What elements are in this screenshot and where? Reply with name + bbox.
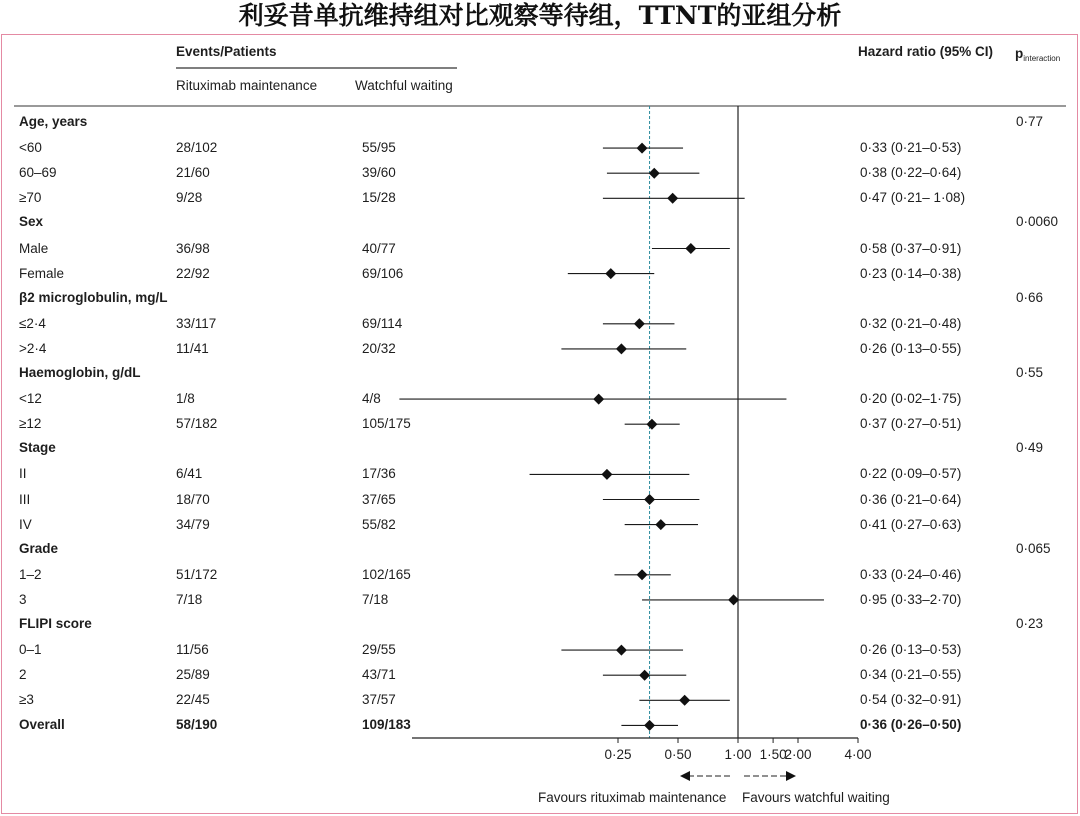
- rituximab-events: 9/28: [176, 190, 203, 206]
- rituximab-events: 58/190: [176, 717, 218, 733]
- hr-diamond: [646, 419, 657, 430]
- hazard-ratio-header: Hazard ratio (95% CI): [858, 44, 994, 59]
- hr-diamond: [605, 268, 616, 279]
- p-interaction-value: 0·49: [1016, 440, 1044, 456]
- watchful-events: 69/114: [362, 315, 403, 331]
- page-title: 利妥昔单抗维持组对比观察等待组，TTNT的亚组分析: [238, 1, 842, 30]
- watchful-events: 109/183: [362, 717, 411, 733]
- rituximab-events: 6/41: [176, 466, 203, 482]
- overall-label: Overall: [19, 717, 65, 733]
- hazard-ratio-ci: 0·54 (0·32–0·91): [860, 692, 962, 708]
- hr-diamond: [616, 645, 627, 656]
- hr-diamond: [637, 569, 648, 580]
- subgroup-label: 1–2: [19, 566, 42, 582]
- watchful-events: 37/65: [362, 491, 396, 507]
- arrow-right-head: [786, 771, 796, 781]
- rituximab-events: 21/60: [176, 165, 210, 181]
- x-tick-label: 4·00: [844, 747, 872, 762]
- rituximab-events: 11/56: [176, 642, 209, 658]
- subgroup-label: ≥3: [19, 692, 34, 708]
- hazard-ratio-ci: 0·95 (0·33–2·70): [860, 591, 962, 607]
- subgroup-label: Male: [19, 240, 49, 256]
- watchful-column-header: Watchful waiting: [355, 78, 453, 93]
- overall-diamond: [644, 720, 655, 731]
- hazard-ratio-ci: 0·41 (0·27–0·63): [860, 516, 962, 532]
- watchful-events: 43/71: [362, 667, 396, 683]
- hazard-ratio-ci: 0·23 (0·14–0·38): [860, 265, 962, 281]
- rituximab-events: 22/45: [176, 692, 210, 708]
- favours-watchful-label: Favours watchful waiting: [742, 790, 890, 805]
- hazard-ratio-ci: 0·34 (0·21–0·55): [860, 667, 962, 683]
- x-tick-label: 0·25: [604, 747, 632, 762]
- subgroup-label: ≤2·4: [19, 315, 46, 331]
- subgroup-label: 60–69: [19, 165, 57, 181]
- p-interaction-value: 0·77: [1016, 114, 1044, 129]
- watchful-events: 7/18: [362, 591, 389, 607]
- subgroup-label: <60: [19, 140, 42, 156]
- rituximab-events: 18/70: [176, 491, 210, 507]
- p-subscript: interaction: [1023, 54, 1061, 63]
- hazard-ratio-ci: 0·33 (0·24–0·46): [860, 566, 962, 582]
- group-label: Sex: [19, 214, 44, 230]
- x-tick-label: 2·00: [784, 747, 812, 762]
- rituximab-events: 34/79: [176, 516, 210, 532]
- group-label: Stage: [19, 440, 56, 456]
- hazard-ratio-ci: 0·20 (0·02–1·75): [860, 391, 962, 407]
- watchful-events: 29/55: [362, 642, 396, 658]
- subgroup-label: ≥70: [19, 190, 42, 206]
- watchful-events: 39/60: [362, 165, 396, 181]
- group-label: Age, years: [19, 114, 88, 129]
- hr-diamond: [649, 168, 660, 179]
- group-label: Grade: [19, 540, 59, 556]
- watchful-events: 17/36: [362, 466, 396, 482]
- p-label: p: [1015, 46, 1024, 61]
- hazard-ratio-ci: 0·38 (0·22–0·64): [860, 165, 962, 181]
- subgroup-label: 0–1: [19, 642, 42, 658]
- hazard-ratio-ci: 0·22 (0·09–0·57): [860, 466, 962, 482]
- subgroup-label: III: [19, 491, 31, 507]
- hr-diamond: [593, 394, 604, 405]
- arrow-left-head: [680, 771, 690, 781]
- hazard-ratio-ci: 0·37 (0·27–0·51): [860, 416, 962, 432]
- hr-diamond: [634, 318, 645, 329]
- rituximab-events: 1/8: [176, 391, 195, 407]
- p-interaction-value: 0·23: [1016, 616, 1044, 631]
- watchful-events: 40/77: [362, 240, 396, 256]
- subgroup-label: Female: [19, 265, 65, 281]
- rituximab-events: 25/89: [176, 667, 210, 683]
- hr-diamond: [601, 469, 612, 480]
- watchful-events: 105/175: [362, 416, 411, 432]
- watchful-events: 69/106: [362, 265, 404, 281]
- rituximab-events: 7/18: [176, 591, 203, 607]
- rituximab-events: 11/41: [176, 340, 209, 356]
- rituximab-events: 36/98: [176, 240, 210, 256]
- rituximab-events: 28/102: [176, 140, 218, 156]
- hr-diamond: [667, 193, 678, 204]
- group-label: FLIPI score: [19, 616, 92, 631]
- subgroup-label: >2·4: [19, 340, 47, 356]
- p-interaction-value: 0·55: [1016, 365, 1044, 380]
- group-label: β2 microglobulin, mg/L: [19, 289, 168, 305]
- watchful-events: 20/32: [362, 340, 396, 356]
- rituximab-events: 33/117: [176, 315, 217, 331]
- hazard-ratio-ci: 0·26 (0·13–0·55): [860, 340, 962, 356]
- watchful-events: 55/95: [362, 140, 396, 156]
- hazard-ratio-ci: 0·36 (0·21–0·64): [860, 491, 962, 507]
- hazard-ratio-ci: 0·58 (0·37–0·91): [860, 240, 962, 256]
- subgroup-label: II: [19, 466, 27, 482]
- hazard-ratio-ci: 0·47 (0·21– 1·08): [860, 190, 966, 206]
- watchful-events: 15/28: [362, 190, 396, 206]
- hazard-ratio-ci: 0·36 (0·26–0·50): [860, 717, 962, 733]
- subgroup-label: IV: [19, 516, 32, 532]
- watchful-events: 4/8: [362, 391, 381, 407]
- p-interaction-value: 0·0060: [1016, 214, 1059, 230]
- rituximab-column-header: Rituximab maintenance: [176, 78, 318, 93]
- subgroup-label: 2: [19, 667, 27, 683]
- subgroup-label: 3: [19, 591, 27, 607]
- watchful-events: 102/165: [362, 566, 411, 582]
- events-patients-header: Events/Patients: [176, 44, 277, 59]
- hr-diamond: [685, 243, 696, 254]
- hr-diamond: [679, 695, 690, 706]
- group-label: Haemoglobin, g/dL: [19, 365, 141, 380]
- subgroup-label: <12: [19, 391, 42, 407]
- x-tick-label: 0·50: [664, 747, 692, 762]
- p-interaction-value: 0·065: [1016, 540, 1051, 556]
- hr-diamond: [655, 519, 666, 530]
- hr-diamond: [644, 494, 655, 505]
- p-interaction-value: 0·66: [1016, 289, 1044, 305]
- watchful-events: 37/57: [362, 692, 396, 708]
- favours-rituximab-label: Favours rituximab maintenance: [538, 790, 727, 805]
- rituximab-events: 57/182: [176, 416, 218, 432]
- hr-diamond: [637, 143, 648, 154]
- watchful-events: 55/82: [362, 516, 396, 532]
- rituximab-events: 51/172: [176, 566, 218, 582]
- x-tick-label: 1·50: [759, 747, 787, 762]
- hazard-ratio-ci: 0·33 (0·21–0·53): [860, 140, 962, 156]
- hazard-ratio-ci: 0·32 (0·21–0·48): [860, 315, 962, 331]
- hazard-ratio-ci: 0·26 (0·13–0·53): [860, 642, 962, 658]
- hr-diamond: [639, 670, 650, 681]
- rituximab-events: 22/92: [176, 265, 210, 281]
- subgroup-label: ≥12: [19, 416, 42, 432]
- x-tick-label: 1·00: [724, 747, 752, 762]
- hr-diamond: [616, 343, 627, 354]
